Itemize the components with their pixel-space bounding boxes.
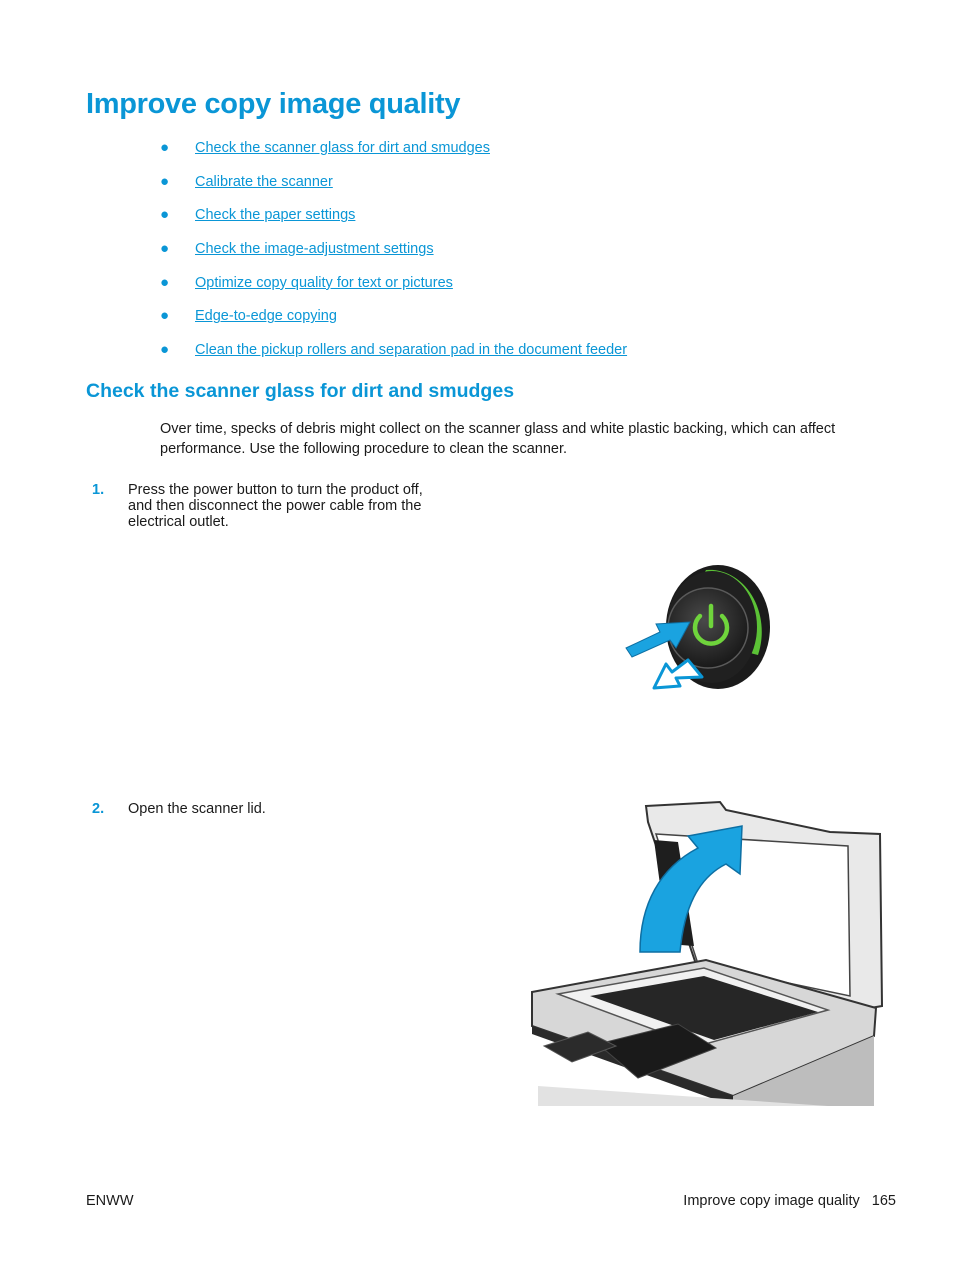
step-text: Open the scanner lid. <box>128 801 266 817</box>
bullet-icon: ● <box>160 307 170 325</box>
toc-link-optimize[interactable]: Optimize copy quality for text or pictures <box>195 274 453 291</box>
toc-link-image-adjustment[interactable]: Check the image-adjustment settings <box>195 241 434 258</box>
list-item <box>160 340 627 374</box>
scanner-lid-icon <box>528 796 886 1106</box>
step-number: 1. <box>92 482 105 498</box>
bullet-icon: ● <box>160 139 170 156</box>
toc-list <box>160 138 627 374</box>
bullet-icon: ● <box>160 206 170 224</box>
footer-chapter: Improve copy image quality <box>683 1193 860 1209</box>
bullet-icon: ● <box>160 341 170 359</box>
power-button-icon <box>618 560 778 695</box>
list-item <box>160 172 627 206</box>
toc-link-calibrate[interactable]: Calibrate the scanner <box>195 173 333 190</box>
bullet-icon: ● <box>160 240 170 258</box>
page-number: 165 <box>871 1193 896 1209</box>
page-title: Improve copy image quality <box>86 88 461 120</box>
toc-link-pickup-rollers[interactable]: Clean the pickup rollers and separation pad in the document feeder <box>195 342 628 359</box>
step-number: 2. <box>92 801 105 817</box>
list-item <box>160 239 627 273</box>
bullet-icon: ● <box>160 172 170 190</box>
toc-link-edge-to-edge[interactable]: Edge-to-edge copying <box>195 308 337 325</box>
footer-right <box>683 1193 896 1209</box>
step-text: Press the power button to turn the product off, and then disconnect the power cable from the electrical outlet. <box>128 482 423 530</box>
toc-link-paper-settings[interactable]: Check the paper settings <box>195 207 356 224</box>
list-item <box>160 306 627 340</box>
toc-link-scanner-glass[interactable]: Check the scanner glass for dirt and smudges <box>195 140 490 156</box>
intro-paragraph: Over time, specks of debris might collect on the scanner glass and white plastic backing, which can affect performance. Use the following procedure to clean the scanner. <box>160 421 836 457</box>
bullet-icon: ● <box>160 273 170 291</box>
list-item <box>160 138 627 172</box>
section-heading: Check the scanner glass for dirt and smudges <box>86 380 515 402</box>
list-item <box>160 273 627 307</box>
list-item <box>160 205 627 239</box>
footer-left: ENWW <box>86 1193 134 1209</box>
